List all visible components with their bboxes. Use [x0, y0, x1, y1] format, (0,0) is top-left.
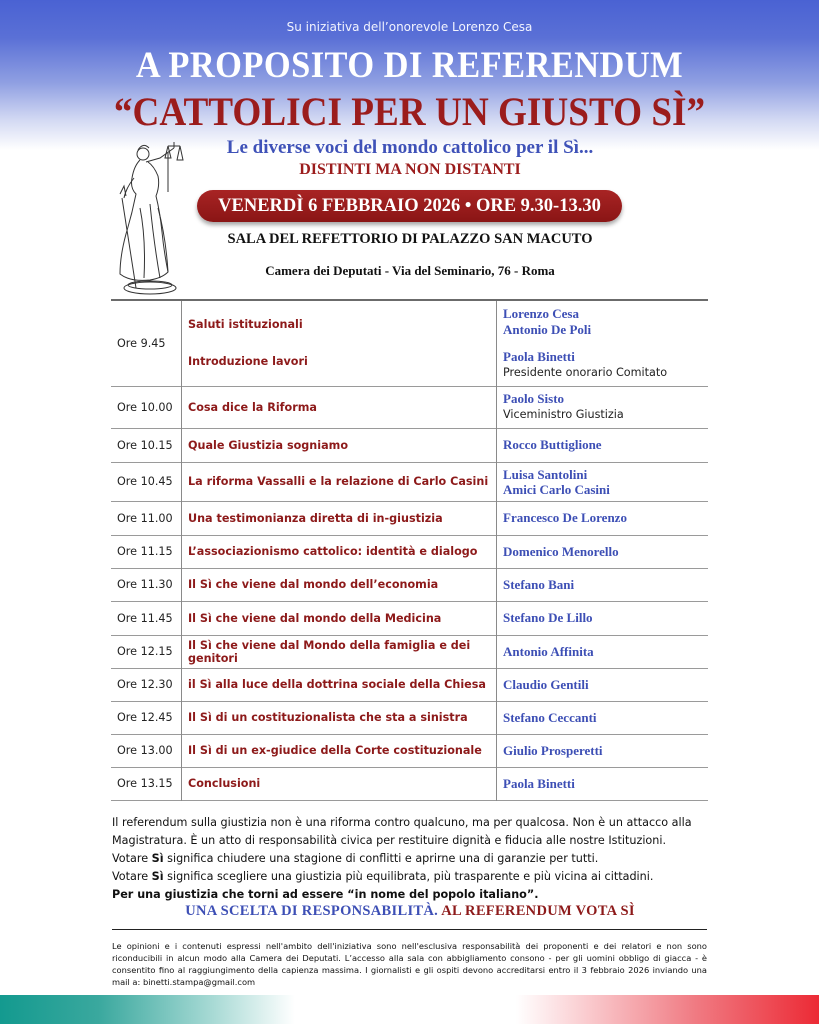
speaker-name: Paolo Sisto [503, 391, 565, 406]
speaker-name: Stefano De Lillo [503, 610, 593, 625]
statement-text: significa scegliere una giustizia più equilibrata, più trasparente e più vicina ai cittadini. [163, 870, 654, 883]
table-row [111, 535, 708, 568]
row-topic: Il Sì che viene dal Mondo della famiglia e dei genitori [182, 635, 497, 668]
row-topic: Conclusioni [182, 767, 497, 800]
row-time: Ore 10.15 [111, 428, 182, 462]
row-time: Ore 11.00 [111, 501, 182, 535]
subtitle: Le diverse voci del mondo cattolico per il Sì... [226, 137, 594, 158]
row-topic: Quale Giustizia sogniamo [182, 428, 497, 462]
speaker-name: Lorenzo Cesa [503, 305, 579, 321]
row-time: Ore 10.00 [111, 386, 182, 428]
statement-line [112, 850, 712, 868]
cta-part-2: AL REFERENDUM VOTA SÌ [441, 903, 635, 919]
table-row [111, 668, 708, 701]
initiative-credit: Su iniziativa dell’onorevole Lorenzo Cesa [286, 20, 533, 34]
speaker-role: Presidente onorario Comitato [503, 365, 668, 379]
row-topic: Il Sì di un ex-giudice della Corte costituzionale [182, 734, 497, 767]
table-row [111, 734, 708, 767]
call-to-action [110, 903, 710, 920]
divider [112, 929, 707, 930]
tagline: DISTINTI MA NON DISTANTI [299, 161, 521, 178]
statement-paragraph [112, 814, 712, 904]
table-row [111, 300, 708, 386]
row-topic [182, 300, 497, 386]
cta-part-1: UNA SCELTA DI RESPONSABILITÀ. [185, 903, 439, 919]
row-time: Ore 12.30 [111, 668, 182, 701]
speaker-name: Luisa Santolini [503, 466, 588, 482]
topic-item: Introduzione lavori [188, 355, 308, 369]
contact-email[interactable]: binetti.stampa@gmail.com [142, 977, 256, 987]
lady-justice-statue-icon [110, 138, 190, 298]
row-time: Ore 11.30 [111, 568, 182, 601]
table-row [111, 386, 708, 428]
speaker-name: Domenico Menorello [503, 543, 619, 559]
statement-text: Votare [112, 870, 152, 883]
table-row [111, 701, 708, 734]
speaker-name: Francesco De Lorenzo [503, 510, 627, 525]
statement-closing: Per una giustizia che torni ad essere “in nome del popolo italiano”. [112, 888, 539, 901]
table-row [111, 767, 708, 800]
speaker-name: Amici Carlo Casini [503, 481, 610, 497]
italian-flag-gradient-bar [0, 995, 819, 1024]
row-topic: L’associazionismo cattolico: identità e dialogo [182, 535, 497, 568]
speaker-name: Claudio Gentili [503, 676, 589, 692]
row-speakers [497, 300, 709, 386]
venue-name: SALA DEL REFETTORIO DI PALAZZO SAN MACUTO [227, 231, 593, 247]
speaker-name: Paola Binetti [503, 348, 575, 364]
row-topic: La riforma Vassalli e la relazione di Carlo Casini [182, 462, 497, 501]
disclaimer [112, 940, 707, 988]
speaker-name: Antonio De Poli [503, 321, 592, 337]
row-topic: Il Sì che viene dal mondo dell’economia [182, 568, 497, 601]
speaker-name: Stefano Bani [503, 576, 575, 592]
row-topic: Il Sì di un costituzionalista che sta a sinistra [182, 701, 497, 734]
speaker-name: Rocco Buttiglione [503, 437, 602, 452]
row-time: Ore 13.00 [111, 734, 182, 767]
row-speakers [497, 386, 709, 428]
table-row [111, 635, 708, 668]
row-topic: Cosa dice la Riforma [182, 386, 497, 428]
row-time: Ore 10.45 [111, 462, 182, 501]
row-time: Ore 13.15 [111, 767, 182, 800]
table-row [111, 601, 708, 635]
row-time: Ore 11.45 [111, 601, 182, 635]
speaker-name: Antonio Affinita [503, 643, 594, 659]
speaker-name: Giulio Prosperetti [503, 742, 603, 758]
speaker-name: Paola Binetti [503, 775, 575, 791]
row-time: Ore 12.45 [111, 701, 182, 734]
table-row [111, 462, 708, 501]
table-row [111, 428, 708, 462]
statement-line: Il referendum sulla giustizia non è una riforma contro qualcuno, ma per qualcosa. Non è un attacco alla Magistratura. È un atto di responsabilità civica per restituire dignità e fiducia alle nostre Istituzioni. [112, 816, 692, 847]
statement-line [112, 868, 712, 886]
venue-address: Camera dei Deputati - Via del Seminario, 76 - Roma [265, 263, 555, 278]
row-time: Ore 9.45 [111, 300, 182, 386]
title-line-2: “CATTOLICI PER UN GIUSTO SÌ” [113, 89, 706, 134]
disclaimer-text: Le opinioni e i contenuti espressi nell'ambito dell'iniziativa sono nell'esclusiva responsabilità dei proponenti e dei relatori e non sono riconducibili in alcun modo alla Camera dei Deputati. L’accesso alla sala con abbigliamento consono - per gli uomini obbligo di giacca - è consentito fino al raggiungimento della capienza massima. I giornalisti e gli ospiti devono accreditarsi entro il 3 febbraio 2026 inviando una mail a: [112, 941, 707, 987]
row-topic: il Sì alla luce della dottrina sociale della Chiesa [182, 668, 497, 701]
topic-item: Saluti istituzionali [188, 318, 303, 332]
statement-si: Sì [151, 870, 164, 883]
statement-si: Sì [151, 852, 164, 865]
title-line-1: A PROPOSITO DI REFERENDUM [135, 45, 684, 86]
speaker-role: Viceministro Giustizia [503, 408, 624, 421]
statement-text: Votare [112, 852, 152, 865]
row-speakers [497, 462, 709, 501]
speaker-name: Stefano Ceccanti [503, 709, 597, 725]
table-row [111, 501, 708, 535]
statement-text: significa chiudere una stagione di conflitti e aprirne una di garanzie per tutti. [163, 852, 599, 865]
row-topic: Il Sì che viene dal mondo della Medicina [182, 601, 497, 635]
event-date-banner: VENERDÌ 6 FEBBRAIO 2026 • ORE 9.30-13.30 [197, 190, 622, 222]
row-topic: Una testimonianza diretta di in-giustizia [182, 501, 497, 535]
program-table [111, 299, 708, 801]
row-time: Ore 11.15 [111, 535, 182, 568]
row-time: Ore 12.15 [111, 635, 182, 668]
table-row [111, 568, 708, 601]
